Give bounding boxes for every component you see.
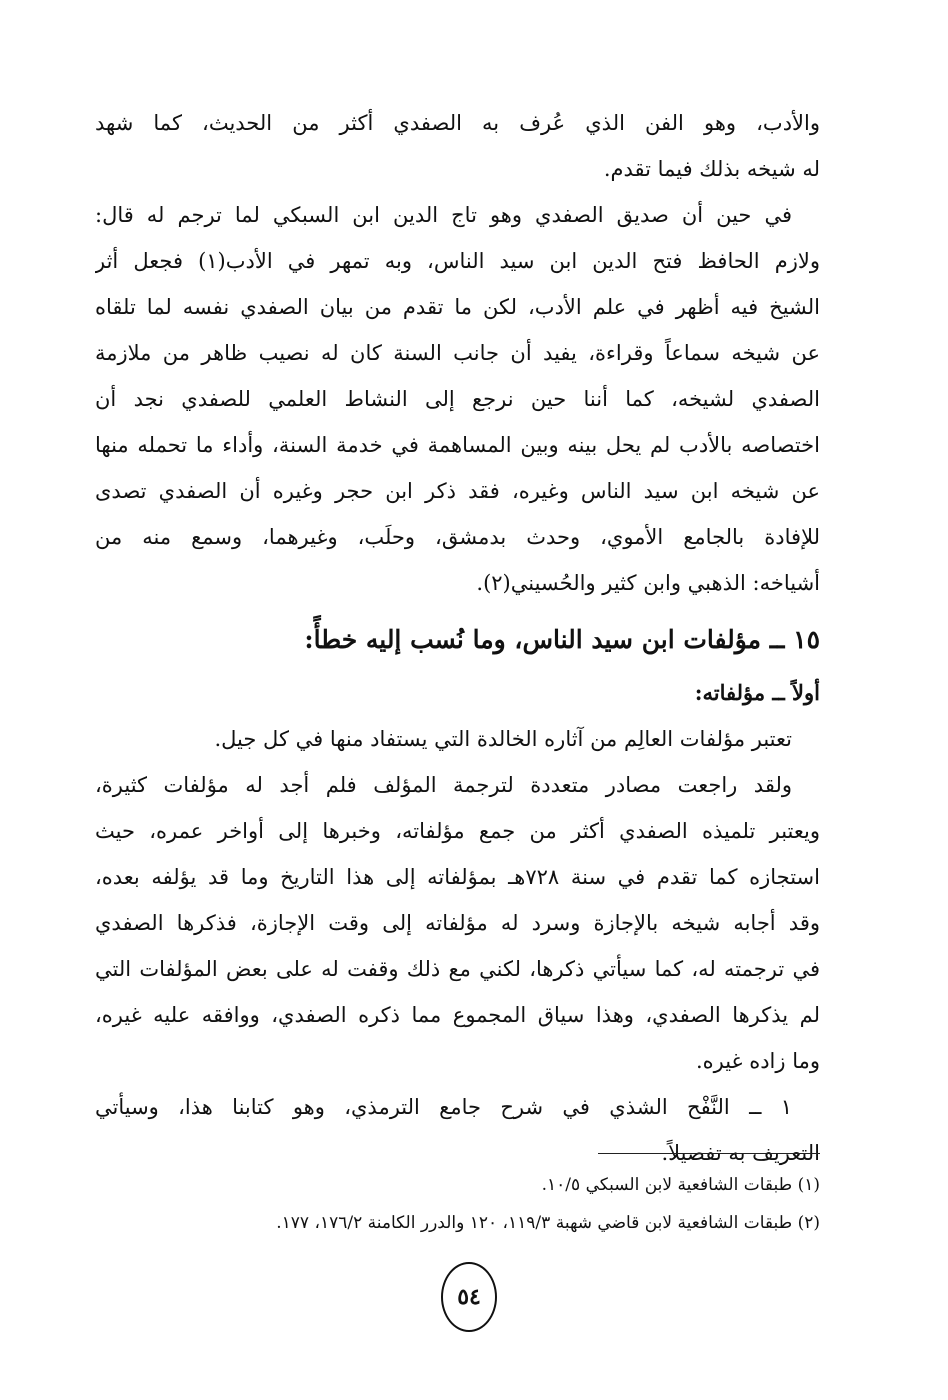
page-number: ٥٤: [441, 1262, 497, 1332]
page-body: [95, 100, 820, 1176]
subheading: أولاً ــ مؤلفاته:: [694, 680, 820, 705]
footnote-divider: [598, 1153, 820, 1154]
paragraph-5: [95, 1084, 820, 1176]
section-heading: ١٥ ــ مؤلفات ابن سيد الناس، وما نُسب إليه خطأً:: [304, 625, 820, 654]
text-line: لم يذكرها الصفدي، وهذا سياق المجموع مما ذكره الصفدي، ووافقه عليه غيره،: [95, 1003, 820, 1027]
text-line: عن شيخه ابن سيد الناس وغيره، فقد ذكر ابن حجر وغيره أن الصفدي تصدى: [95, 479, 820, 503]
text-line: أشياخه: الذهبي وابن كثير والحُسيني(٢).: [476, 571, 820, 595]
text-line: وما زاده غيره.: [695, 1049, 820, 1073]
text-line: للإفادة بالجامع الأموي، وحدث بدمشق، وحلَب، وغيرهما، وسمع منه من: [95, 525, 820, 549]
text-line: اختصاصه بالأدب لم يحل بينه وبين المساهمة في خدمة السنة، وأداء ما تحمله منها: [95, 433, 820, 457]
text-line: ولقد راجعت مصادر متعددة لترجمة المؤلف فلم أجد له مؤلفات كثيرة،: [95, 773, 792, 797]
text-line: تعتبر مؤلفات العالِم من آثاره الخالدة التي يستفاد منها في كل جيل.: [214, 727, 792, 751]
text-line: ويعتبر تلميذه الصفدي أكثر من جمع مؤلفاته، وخبرها إلى أواخر عمره، حيث: [95, 819, 820, 843]
footnote-1: (١) طبقات الشافعية لابن السبكي ١٠/٥.: [541, 1175, 820, 1195]
text-line: والأدب، وهو الفن الذي عُرف به الصفدي أكثر من الحديث، كما شهد: [95, 111, 820, 135]
text-line: في حين أن صديق الصفدي وهو تاج الدين ابن السبكي لما ترجم له قال:: [95, 203, 792, 227]
footnote-2: (٢) طبقات الشافعية لابن قاضي شهبة ١١٩/٣، ١٢٠ والدرر الكامنة ١٧٦/٢، ١٧٧.: [276, 1213, 820, 1233]
text-line: عن شيخه سماعاً وقراءة، يفيد أن جانب السنة كان له نصيب ظاهر من ملازمة: [95, 341, 820, 365]
text-line: ولازم الحافظ فتح الدين ابن سيد الناس، وبه تمهر في الأدب(١) فجعل أثر: [95, 249, 820, 273]
text-line: الصفدي لشيخه، كما أننا حين نرجع إلى النشاط العلمي للصفدي نجد أن: [95, 387, 820, 411]
paragraph-2: [95, 192, 820, 606]
text-line: له شيخه بذلك فيما تقدم.: [603, 157, 820, 181]
paragraph-3: [95, 716, 820, 762]
paragraph-1: [95, 100, 820, 192]
text-line: الشيخ فيه أظهر في علم الأدب، لكن ما تقدم من بيان الصفدي نفسه لما تلقاه: [95, 295, 820, 319]
text-line: وقد أجابه شيخه بالإجازة وسرد له مؤلفاته إلى وقت الإجازة، فذكرها الصفدي: [95, 911, 820, 935]
paragraph-4: [95, 762, 820, 1084]
text-line: ١ ــ النَّفْح الشذي في شرح جامع الترمذي، وهو كتابنا هذا، وسيأتي: [95, 1095, 792, 1119]
text-line: التعريف به تفصيلاً.: [661, 1141, 820, 1165]
footnotes: [95, 1166, 820, 1242]
text-line: في ترجمته له، كما سيأتي ذكرها، لكني مع ذلك وقفت له على بعض المؤلفات التي: [95, 957, 820, 981]
text-line: استجازه كما تقدم في سنة ٧٢٨هـ بمؤلفاته إلى هذا التاريخ وما قد يؤلفه بعده،: [95, 865, 820, 889]
